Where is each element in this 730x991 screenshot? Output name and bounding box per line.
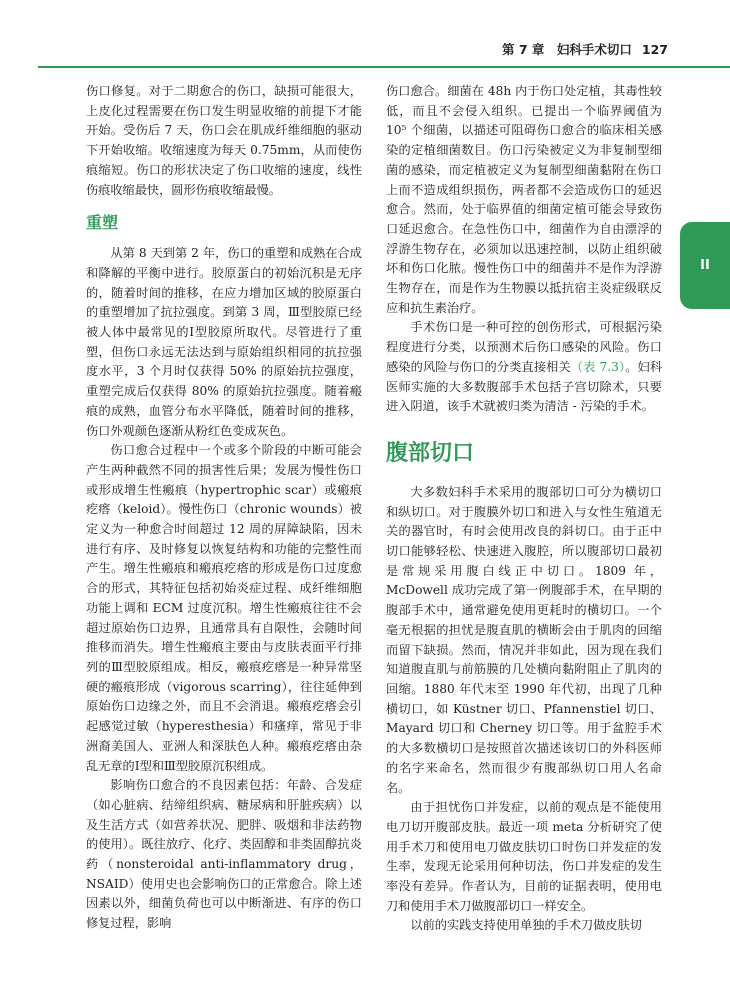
paragraph: 伤口修复。对于二期愈合的伤口，缺损可能很大，上皮化过程需要在伤口发生明显收缩的前提下才能开始。受伤后 7 天，伤口会在肌成纤维细胞的驱动下开始收缩。收缩速度为每天 0.75mm，从而使伤痕缩短。伤口的形状决定了伤口收缩的速度，线性伤痕收缩最快，圆形伤痕收缩最慢。: [86, 84, 362, 197]
left-column: [86, 82, 362, 934]
paragraph: 伤口愈合过程中一个或多个阶段的中断可能会产生两种截然不同的损害性后果；发展为慢性伤口或形成增生性瘢痕（hypertrophic scar）或瘢痕疙瘩（keloid）。慢性伤口（chronic wounds）被定义为一种愈合时间超过 12 周的屏障缺陷，因未进行有序、及时修复以恢复结构和功能的完整性而产生。增生性瘢痕和瘢痕疙瘩的形成是伤口过度愈合的形式，其特征包括初始炎症过程、成纤维细胞功能上调和 ECM 过度沉积。增生性瘢痕往往不会超过原始伤口边界，且通常具有自限性，会随时间推移而消失。增生性瘢痕主要由与皮肤表面平行排列的Ⅲ型胶原组成。相反，瘢痕疙瘩是一种异常坚硬的瘢痕形成（vigorous scarring），往往延伸到原始伤口边缘之外，而且不会消退。瘢痕疙瘩会引起感觉过敏（hyperesthesia）和瘙痒，常见于非洲裔美国人、亚洲人和深肤色人种。瘢痕疙瘩由杂乱无章的Ⅰ型和Ⅲ型胶原沉积组成。: [86, 443, 362, 773]
part-tab[interactable]: II: [680, 222, 730, 309]
paragraph: 大多数妇科手术采用的腹部切口可分为横切口和纵切口。对于腹膜外切口和进入与女性生殖道无关的器官时，有时会使用改良的斜切口。由于正中切口能够轻松、快速进入腹腔，所以腹部切口最初是常规采用腹白线正中切口。1809 年，McDowell 成功完成了第一例腹部手术，在早期的腹部手术中，通常避免使用更耗时的横切口。一个毫无根据的担忧是腹直肌的横断会由于肌肉的回缩而留下缺损。然而，情况并非如此，因为现在我们知道腹直肌与前筋膜的几处横向黏附阻止了肌肉的回缩。1880 年代末至 1990 年代初，出现了几种横切口，如 Küstner 切口、Pfannenstiel 切口、Mayard 切口和 Cherney 切口等。用于盆腔手术的大多数横切口是按照首次描述该切口的外科医师的名字来命名，然而很少有腹部纵切口用人名命名。: [386, 484, 662, 795]
table-reference-link[interactable]: （表 7.3）: [570, 359, 626, 374]
paragraph-text: 手术伤口是一种可控的创伤形式，可根据污染程度进行分类，以预测术后伤口感染的风险。伤口感染的风险与伤口的分类直接相关: [386, 320, 662, 374]
paragraph: 由于担忧伤口并发症，以前的观点是不能使用电刀切开腹部皮肤。最近一项 meta 分析研究了使用手术刀和使用电刀做皮肤切口时伤口并发症的发生率，发现无论采用何种切法，伤口并发症的发生率没有差异。作者认为，目前的证据表明，使用电刀和使用手术刀做腹部切口一样安全。: [386, 800, 662, 913]
running-header: [502, 40, 668, 58]
chapter-title: 第 7 章 妇科手术切口: [502, 42, 632, 57]
section-heading-abdominal-incisions: 腹部切口: [386, 440, 475, 466]
paragraph: 伤口愈合。细菌在 48h 内于伤口处定植，其毒性较低，而且不会侵入组织。已提出一个临界阈值为 10⁵ 个细菌，以描述可阻碍伤口愈合的临床相关感染的定植细菌数目。伤口污染被定义为非复制型细菌的感染，而定植被定义为复制型细菌黏附在伤口上而不造成组织损伤，两者都不会造成伤口的延迟愈合。然而，处于临界值的细菌定植可能会导致伤口延迟愈合。在急性伤口中，细菌作为自由漂浮的浮游生物存在，必须加以迅速控制，以防止组织破坏和伤口化脓。慢性伤口中的细菌并不是作为浮游生物存在，而是作为生物膜以抵抗宿主炎症级联反应和抗生素治疗。: [386, 84, 662, 315]
paragraph: 以前的实践支持使用单独的手术刀做皮肤切: [410, 918, 642, 933]
paragraph-text: 。妇科医师实施的大多数腹部手术包括子宫切除术，只要进入阴道，该手术就被归类为清洁 - 污染的手术。: [386, 359, 663, 414]
paragraph: 影响伤口愈合的不良因素包括：年龄、合发症（如心脏病、结缔组织病、糖尿病和肝脏疾病）以及生活方式（如营养状况、肥胖、吸烟和非法药物的使用）。既往放疗、化疗、类固醇和非类固醇抗炎药（nonsteroidal anti-inflammatory drug，NSAID）使用史也会影响伤口的正常愈合。除上述因素以外，细菌负荷也可以中断渐进、有序的伤口修复过程，影响: [86, 778, 362, 931]
paragraph: [386, 318, 662, 417]
page-number: 127: [641, 42, 668, 57]
section-heading-remodeling: 重塑: [86, 213, 119, 233]
right-column: [386, 82, 662, 936]
paragraph: 从第 8 天到第 2 年，伤口的重塑和成熟在合成和降解的平衡中进行。胶原蛋白的初始沉积是无序的，随着时间的推移，在应力增加区域的胶原蛋白的重塑增加了抗拉强度。到第 3 周，Ⅲ型胶原已经被人体中最常见的Ⅰ型胶原所取代。尽管进行了重塑，但伤口永远无法达到与原始组织相同的抗拉强度水平，3 个月时仅获得 50% 的原始抗拉强度，重塑完成后仅获得 80% 的原始抗拉强度。随着瘢痕的成熟，血管分布水平降低，随着时间的推移，伤口外观颜色逐渐从粉红色变成灰色。: [86, 246, 362, 438]
header-rule: [38, 66, 730, 68]
